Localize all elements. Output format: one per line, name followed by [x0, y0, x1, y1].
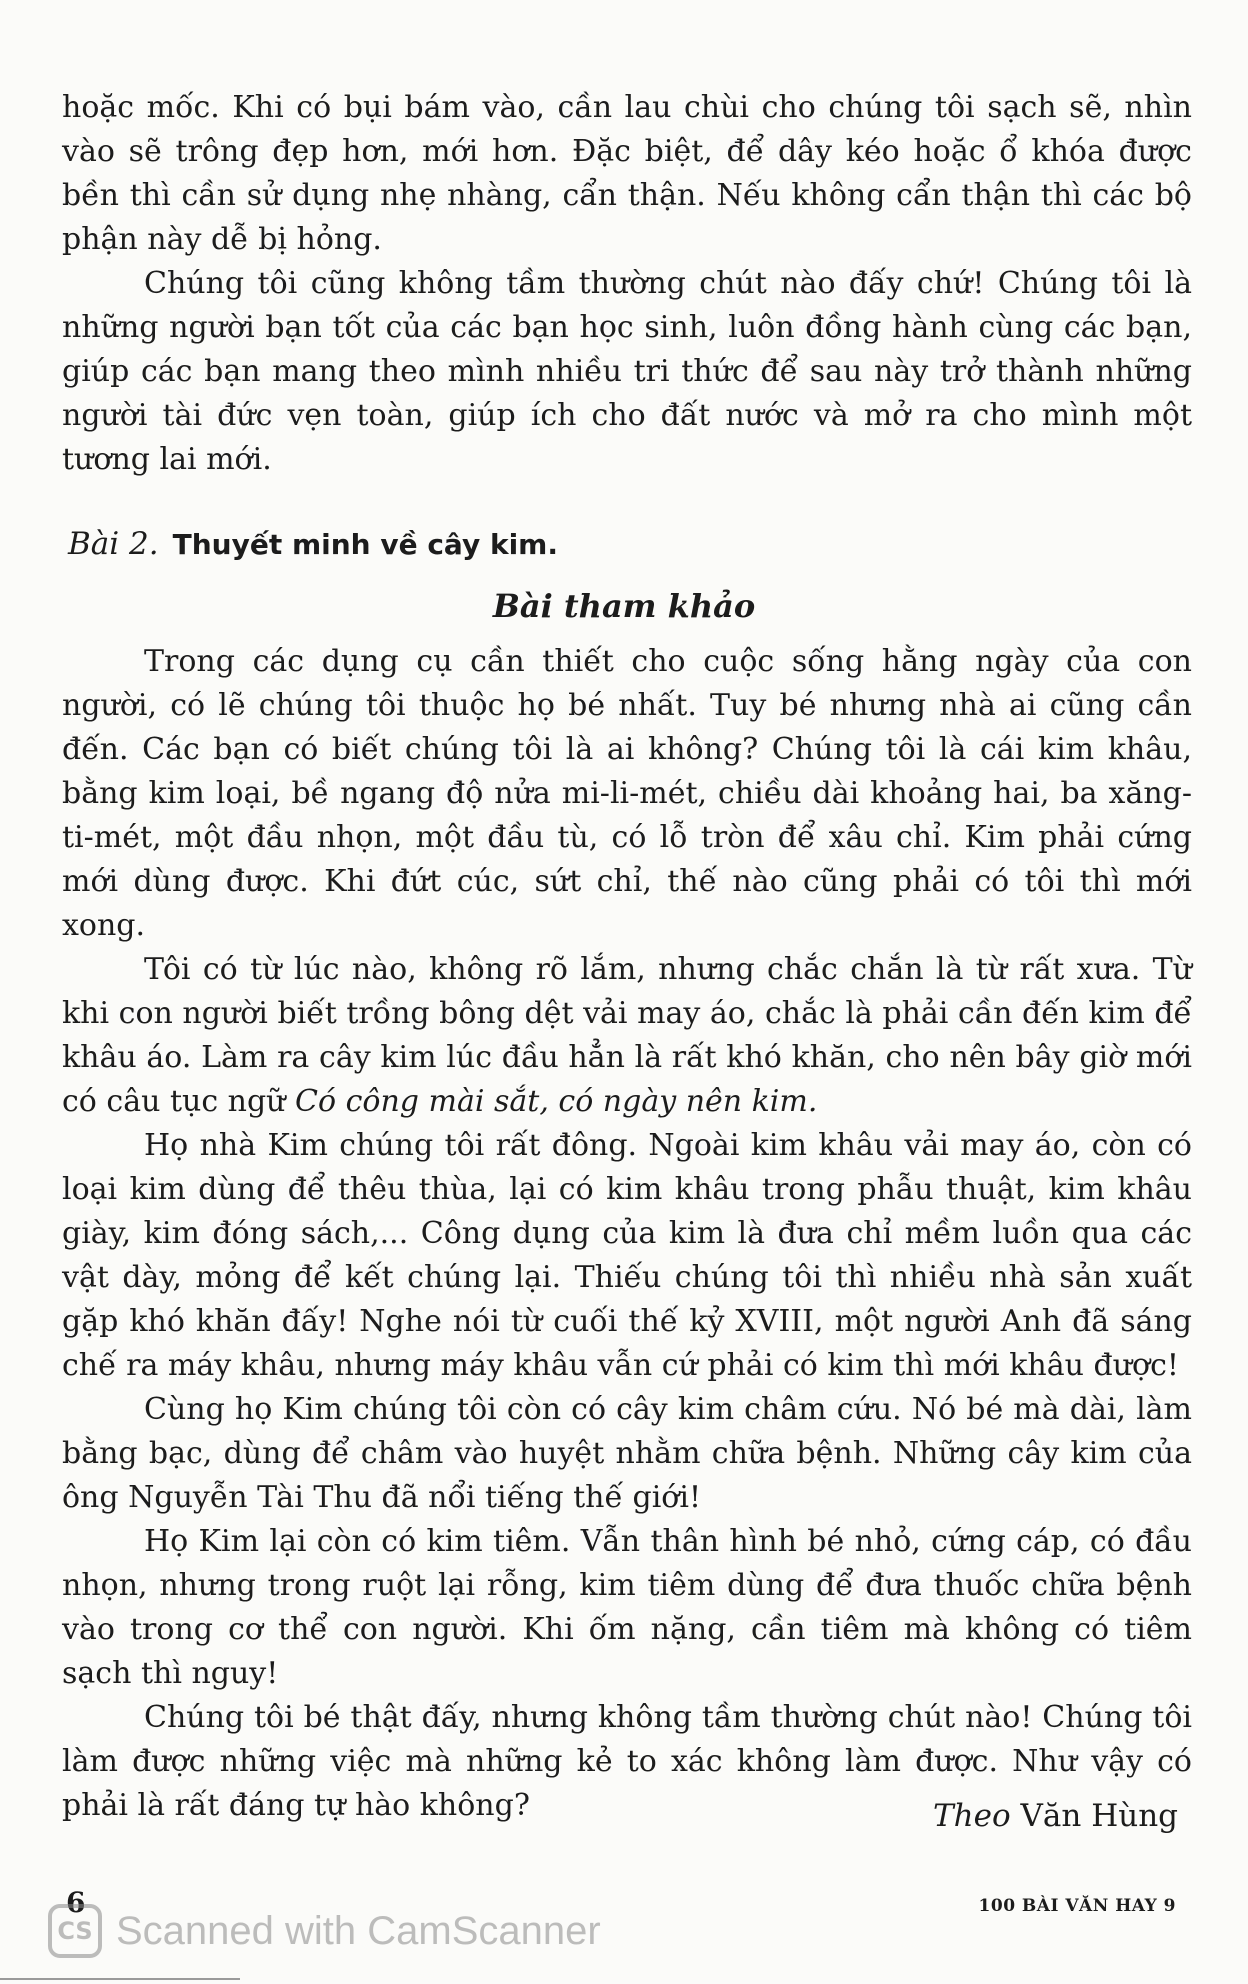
- paragraph-text: Tôi có từ lúc nào, không rõ lắm, nhưng chắc chắn là từ rất xưa. Từ khi con người biết trồng bông dệt vải may áo, chắc là phải cần đến kim để khâu áo. Làm ra cây kim lúc đầu hẳn là rất khó khăn, cho nên bây giờ mới có câu tục ngữ: [62, 952, 1192, 1119]
- paragraph: Họ Kim lại còn có kim tiêm. Vẫn thân hình bé nhỏ, cứng cáp, có đầu nhọn, nhưng trong ruột lại rỗng, kim tiêm dùng để đưa thuốc chữa bệnh vào trong cơ thể con người. Khi ốm nặng, cần tiêm mà không có tiêm sạch thì nguy!: [62, 1524, 1192, 1691]
- paragraph: Họ nhà Kim chúng tôi rất đông. Ngoài kim khâu vải may áo, còn có loại kim dùng để thêu thùa, lại có kim khâu trong phẫu thuật, kim khâu giày, kim đóng sách,... Công dụng của kim là đưa chỉ mềm luồn qua các vật dày, mỏng để kết chúng lại. Thiếu chúng tôi thì nhiều nhà sản xuất gặp khó khăn đấy! Nghe nói từ cuối thế kỷ XVIII, một người Anh đã sáng chế ra máy khâu, nhưng máy khâu vẫn cứ phải có kim thì mới khâu được!: [62, 1128, 1192, 1383]
- paragraph: Chúng tôi bé thật đấy, nhưng không tầm thường chút nào! Chúng tôi làm được những việc mà những kẻ to xác không làm được. Như vậy có phải là rất đáng tự hào không?: [62, 1700, 1192, 1823]
- signature-prefix: Theo: [932, 1798, 1011, 1834]
- paragraph-continued: hoặc mốc. Khi có bụi bám vào, cần lau chùi cho chúng tôi sạch sẽ, nhìn vào sẽ trông đẹp hơn, mới hơn. Đặc biệt, để dây kéo hoặc ổ khóa được bền thì cần sử dụng nhẹ nhàng, cẩn thận. Nếu không cẩn thận thì các bộ phận này dễ bị hỏng.: [62, 90, 1192, 257]
- scan-edge-line: [0, 1978, 240, 1980]
- page-number: 6: [66, 1886, 86, 1919]
- paragraph: Cùng họ Kim chúng tôi còn có cây kim châm cứu. Nó bé mà dài, làm bằng bạc, dùng để châm vào huyệt nhằm chữa bệnh. Những cây kim của ông Nguyễn Tài Thu đã nổi tiếng thế giới!: [62, 1392, 1192, 1515]
- idiom-text: Có công mài sắt, có ngày nên kim.: [295, 1084, 818, 1119]
- camscanner-logo-icon: CS: [48, 1904, 102, 1958]
- camscanner-watermark: [48, 1904, 601, 1958]
- exercise-number: Bài 2.: [68, 526, 159, 562]
- watermark-text: Scanned with CamScanner: [116, 1908, 601, 1953]
- author-name: Văn Hùng: [1020, 1798, 1178, 1834]
- book-title: 100 BÀI VĂN HAY 9: [978, 1896, 1176, 1916]
- exercise-title: Thuyết minh về cây kim.: [172, 528, 558, 561]
- exercise-heading: [68, 522, 558, 567]
- author-signature: [933, 1794, 1178, 1838]
- reference-title: Bài tham khảo: [492, 587, 756, 625]
- reference-text: [62, 640, 1192, 1828]
- paragraph: [62, 948, 1192, 1124]
- paragraph: Trong các dụng cụ cần thiết cho cuộc sống hằng ngày của con người, có lẽ chúng tôi thuộc họ bé nhất. Tuy bé nhưng nhà ai cũng cần đến. Các bạn có biết chúng tôi là ai không? Chúng tôi là cái kim khâu, bằng kim loại, bề ngang độ nửa mi-li-mét, chiều dài khoảng hai, ba xăng-ti-mét, một đầu nhọn, một đầu tù, có lỗ tròn để xâu chỉ. Kim phải cứng mới dùng được. Khi đứt cúc, sứt chỉ, thế nào cũng phải có tôi thì mới xong.: [62, 644, 1192, 943]
- paragraph: Chúng tôi cũng không tầm thường chút nào đấy chứ! Chúng tôi là những người bạn tốt của các bạn học sinh, luôn đồng hành cùng các bạn, giúp các bạn mang theo mình nhiều tri thức để sau này trở thành những người tài đức vẹn toàn, giúp ích cho đất nước và mở ra cho mình một tương lai mới.: [62, 266, 1192, 477]
- continued-text: [62, 86, 1192, 482]
